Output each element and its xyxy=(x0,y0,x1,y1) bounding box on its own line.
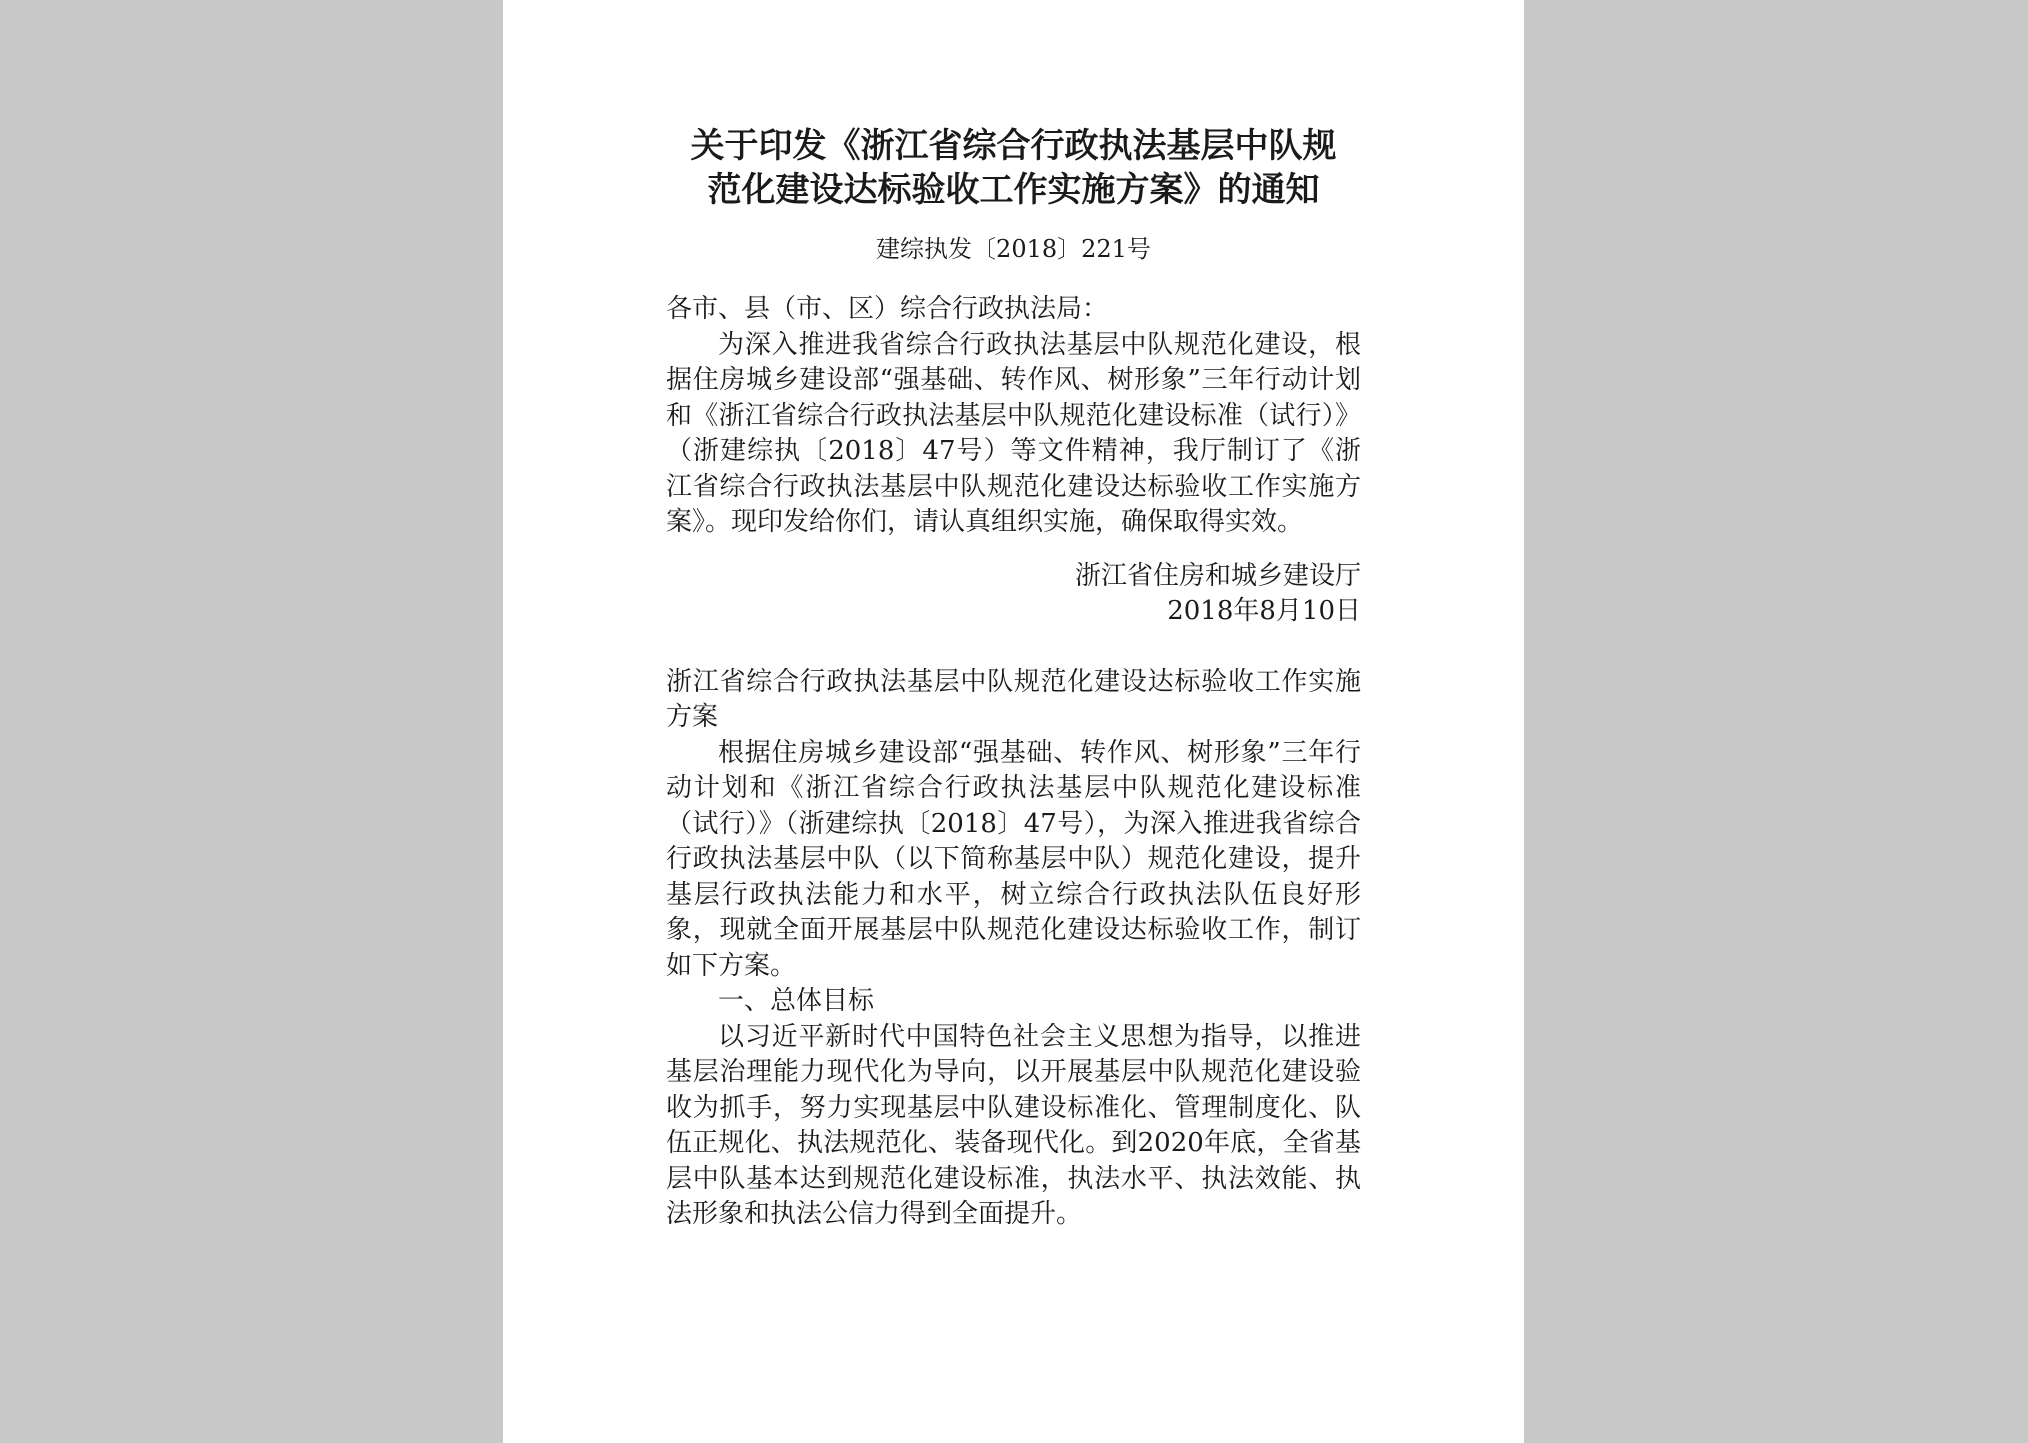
plan-intro: 根据住房城乡建设部“强基础、转作风、树形象”三年行动计划和《浙江省综合行政执法基层中队规范化建设标准（试行）》（浙建综执〔2018〕47号），为深入推进我省综合行政执法基层中队（以下简称基层中队）规范化建设，提升基层行政执法能力和水平，树立综合行政执法队伍良好形象，现就全面开展基层中队规范化建设达标验收工作，制订如下方案。 xyxy=(666,737,1361,981)
section-1-heading: 一、总体目标 xyxy=(718,986,875,1016)
section-1-body: 以习近平新时代中国特色社会主义思想为指导，以推进基层治理能力现代化为导向，以开展基层中队规范化建设验收为抓手，努力实现基层中队建设标准化、管理制度化、队伍正规化、执法规范化、装备现代化。到2020年底，全省基层中队基本达到规范化建设标准，执法水平、执法效能、执法形象和执法公信力得到全面提升。 xyxy=(666,1021,1361,1229)
notice-title-line-2: 范化建设达标验收工作实施方案》的通知 xyxy=(707,170,1320,210)
salutation: 各市、县（市、区）综合行政执法局： xyxy=(666,294,1109,324)
document-page xyxy=(503,0,1524,1443)
notice-title xyxy=(660,124,1367,212)
document-number: 建综执发〔2018〕221号 xyxy=(876,235,1151,263)
issuer: 浙江省住房和城乡建设厅 xyxy=(1074,560,1361,591)
notice-title-line-1: 关于印发《浙江省综合行政执法基层中队规 xyxy=(690,126,1337,166)
document-content xyxy=(666,124,1361,1233)
issue-date: 2018年8月10日 xyxy=(1167,596,1361,626)
section-gap xyxy=(666,630,1361,665)
plan-title: 浙江省综合行政执法基层中队规范化建设达标验收工作实施方案 xyxy=(666,666,1361,732)
notice-body: 为深入推进我省综合行政执法基层中队规范化建设，根据住房城乡建设部“强基础、转作风、树形象”三年行动计划和《浙江省综合行政执法基层中队规范化建设标准（试行）》（浙建综执〔2018〕47号）等文件精神，我厅制订了《浙江省综合行政执法基层中队规范化建设达标验收工作实施方案》。现印发给你们，请认真组织实施，确保取得实效。 xyxy=(666,329,1361,537)
